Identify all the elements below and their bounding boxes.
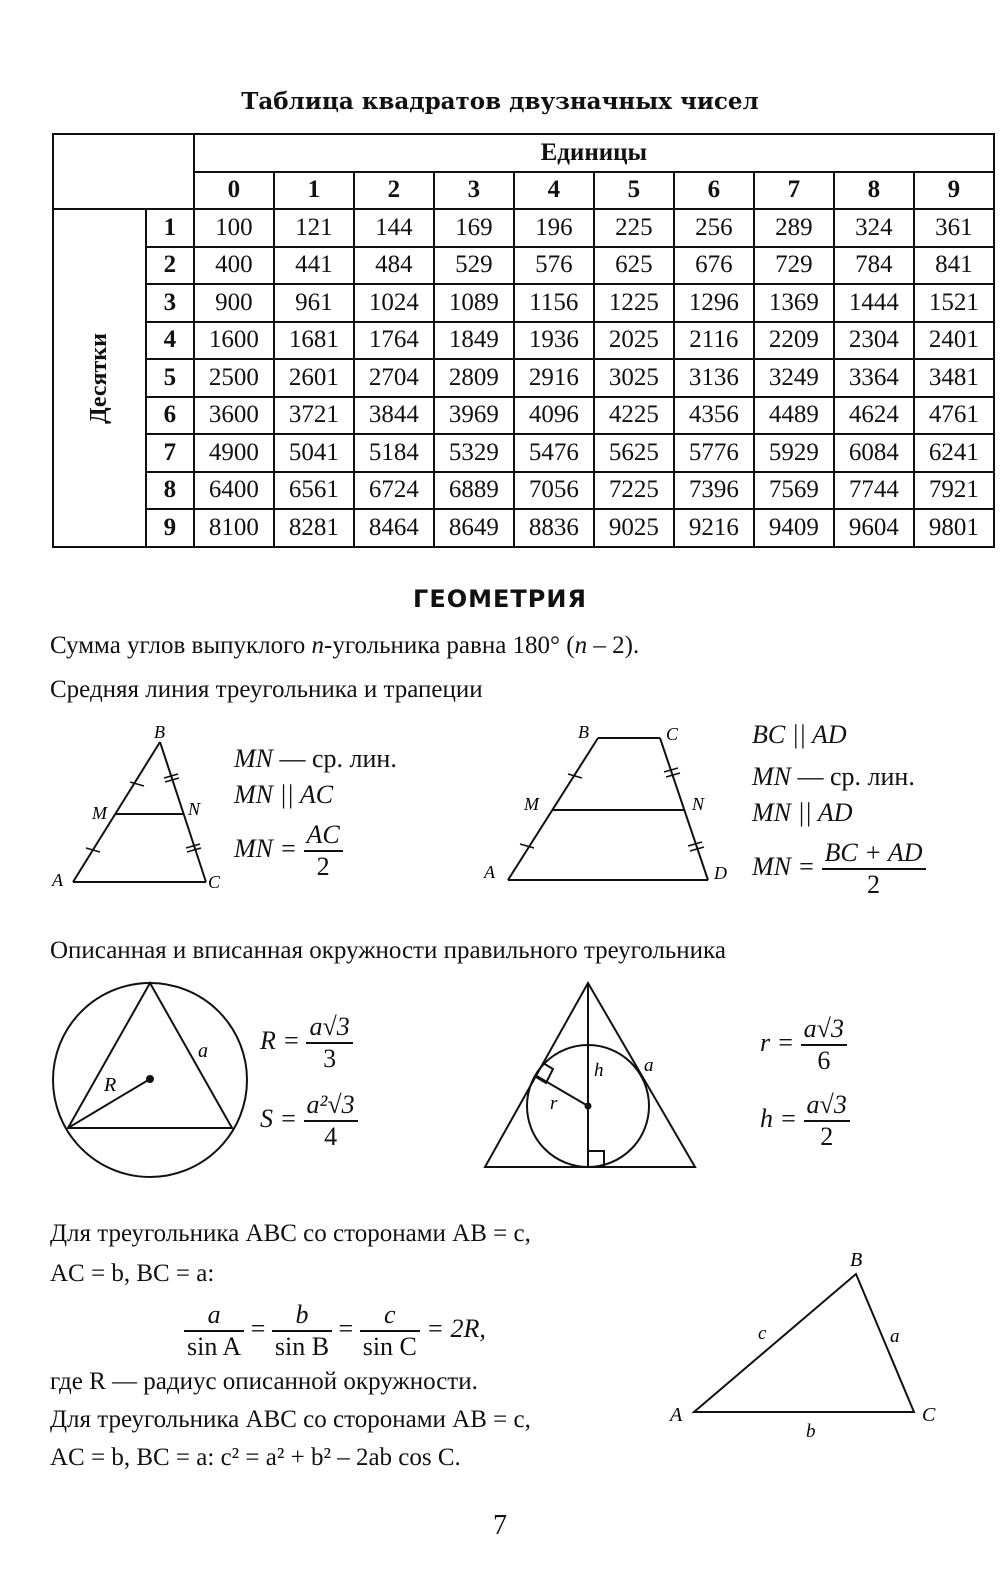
cosines-intro-1: Для треугольника ABC со сторонами AB = c, bbox=[50, 1406, 531, 1433]
table-cell: 676 bbox=[674, 247, 754, 285]
table-cell: 6084 bbox=[834, 434, 914, 472]
table-cell: 5184 bbox=[354, 434, 434, 472]
table-cell: 1521 bbox=[914, 284, 994, 322]
label-m: M bbox=[524, 794, 539, 814]
table-cell: 361 bbox=[914, 209, 994, 247]
table-cell: 289 bbox=[754, 209, 834, 247]
table-cell: 3364 bbox=[834, 359, 914, 397]
label-m: M bbox=[92, 803, 107, 823]
trap-bases-parallel: BC || AD bbox=[752, 720, 847, 749]
label-c: C bbox=[208, 872, 221, 892]
table-cell: 1849 bbox=[434, 322, 514, 360]
table-cell: 9409 bbox=[754, 509, 834, 547]
table-cell: 7569 bbox=[754, 472, 834, 510]
table-cell: 7921 bbox=[914, 472, 994, 510]
tens-row-header: 4 bbox=[146, 322, 194, 360]
table-cell: 2401 bbox=[914, 322, 994, 360]
triangle-midline-figure bbox=[48, 722, 238, 897]
label-a: a bbox=[198, 1040, 208, 1062]
tens-row-header: 1 bbox=[146, 209, 194, 247]
table-cell: 3844 bbox=[354, 397, 434, 435]
table-cell: 3481 bbox=[914, 359, 994, 397]
label-a: A bbox=[52, 870, 63, 890]
table-cell: 5776 bbox=[674, 434, 754, 472]
trap-midline-def: MN — ср. лин. bbox=[752, 762, 915, 791]
table-cell: 1444 bbox=[834, 284, 914, 322]
table-cell: 576 bbox=[514, 247, 594, 285]
law-of-sines-formula: $\frac{a}{\text{sin A}}$ = $\frac{b}{\text{sin B}}$ = $\frac{c}{\text{sin C}}$ = 2R, bbox=[184, 1300, 486, 1362]
label-b: B bbox=[154, 722, 165, 742]
table-cell: 7744 bbox=[834, 472, 914, 510]
table-cell: 1156 bbox=[514, 284, 594, 322]
table-row bbox=[53, 247, 994, 285]
tens-row-header: 7 bbox=[146, 434, 194, 472]
table-cell: 2209 bbox=[754, 322, 834, 360]
table-title: Таблица квадратов двузначных чисел bbox=[241, 88, 759, 115]
tens-row-header: 3 bbox=[146, 284, 194, 322]
table-cell: 7056 bbox=[514, 472, 594, 510]
table-cell: 8100 bbox=[194, 509, 274, 547]
geometry-heading: ГЕОМЕТРИЯ bbox=[413, 585, 587, 613]
page-number: 7 bbox=[493, 1510, 507, 1541]
table-cell: 196 bbox=[514, 209, 594, 247]
label-side-b: b bbox=[806, 1421, 816, 1442]
units-col-header: 6 bbox=[674, 172, 754, 210]
units-col-header: 0 bbox=[194, 172, 274, 210]
table-cell: 9025 bbox=[594, 509, 674, 547]
units-col-header: 7 bbox=[754, 172, 834, 210]
cosines-formula: AC = b, BC = a: c² = a² + b² – 2ab cos C. bbox=[50, 1444, 461, 1471]
table-cell: 7396 bbox=[674, 472, 754, 510]
tri-midline-formula: MN = $\frac{AC}{2}$ bbox=[234, 820, 343, 882]
units-col-header: 1 bbox=[274, 172, 354, 210]
table-cell: 1089 bbox=[434, 284, 514, 322]
height-formula: h = $\frac{a√3}{2}$ bbox=[760, 1090, 850, 1152]
label-c: C bbox=[666, 724, 679, 744]
label-n: N bbox=[692, 794, 705, 814]
table-cell: 2916 bbox=[514, 359, 594, 397]
table-cell: 9604 bbox=[834, 509, 914, 547]
sines-intro-1: Для треугольника ABC со сторонами AB = c, bbox=[50, 1220, 531, 1247]
table-cell: 4489 bbox=[754, 397, 834, 435]
label-a: A bbox=[670, 1404, 683, 1426]
table-cell: 225 bbox=[594, 209, 674, 247]
table-cell: 6400 bbox=[194, 472, 274, 510]
table-cell: 5476 bbox=[514, 434, 594, 472]
table-row bbox=[53, 359, 994, 397]
units-col-header: 5 bbox=[594, 172, 674, 210]
tens-header-label: Десятки bbox=[85, 332, 112, 424]
table-cell: 6724 bbox=[354, 472, 434, 510]
table-cell: 1296 bbox=[674, 284, 754, 322]
table-cell: 1024 bbox=[354, 284, 434, 322]
trap-midline-parallel: MN || AD bbox=[752, 798, 853, 827]
table-cell: 8836 bbox=[514, 509, 594, 547]
table-cell: 8649 bbox=[434, 509, 514, 547]
table-cell: 900 bbox=[194, 284, 274, 322]
table-cell: 4356 bbox=[674, 397, 754, 435]
label-r: r bbox=[550, 1093, 558, 1114]
tens-row-header: 9 bbox=[146, 509, 194, 547]
table-row bbox=[53, 209, 994, 247]
label-b: B bbox=[850, 1249, 863, 1271]
table-cell: 2500 bbox=[194, 359, 274, 397]
tens-row-header: 8 bbox=[146, 472, 194, 510]
table-cell: 5329 bbox=[434, 434, 514, 472]
table-cell: 841 bbox=[914, 247, 994, 285]
table-cell: 3969 bbox=[434, 397, 514, 435]
table-cell: 1936 bbox=[514, 322, 594, 360]
tens-row-header: 5 bbox=[146, 359, 194, 397]
tri-midline-parallel: MN || AC bbox=[234, 780, 334, 809]
table-cell: 3600 bbox=[194, 397, 274, 435]
label-a: A bbox=[484, 862, 495, 882]
tens-row-header: 2 bbox=[146, 247, 194, 285]
units-header: Единицы bbox=[194, 134, 994, 172]
table-cell: 484 bbox=[354, 247, 434, 285]
table-cell: 1600 bbox=[194, 322, 274, 360]
table-cell: 4624 bbox=[834, 397, 914, 435]
table-cell: 8281 bbox=[274, 509, 354, 547]
table-cell: 8464 bbox=[354, 509, 434, 547]
midline-title: Средняя линия треугольника и трапеции bbox=[50, 676, 483, 703]
label-a: a bbox=[644, 1055, 654, 1076]
table-cell: 2601 bbox=[274, 359, 354, 397]
table-cell: 729 bbox=[754, 247, 834, 285]
tens-row-header: 6 bbox=[146, 397, 194, 435]
units-col-header: 9 bbox=[914, 172, 994, 210]
table-cell: 5625 bbox=[594, 434, 674, 472]
table-cell: 3721 bbox=[274, 397, 354, 435]
table-cell: 144 bbox=[354, 209, 434, 247]
table-cell: 5929 bbox=[754, 434, 834, 472]
table-cell: 6241 bbox=[914, 434, 994, 472]
table-cell: 2704 bbox=[354, 359, 434, 397]
table-corner-cell bbox=[53, 134, 194, 209]
table-cell: 100 bbox=[194, 209, 274, 247]
table-row bbox=[53, 472, 994, 510]
label-d: D bbox=[714, 863, 727, 883]
squares-table bbox=[52, 133, 995, 548]
table-cell: 1681 bbox=[274, 322, 354, 360]
label-b: B bbox=[578, 722, 589, 742]
area-formula: S = $\frac{\text{a²√3}}{4}$ bbox=[260, 1090, 358, 1152]
table-cell: 4900 bbox=[194, 434, 274, 472]
table-row bbox=[53, 284, 994, 322]
table-row bbox=[53, 397, 994, 435]
circumscribed-circle-figure bbox=[50, 975, 255, 1185]
tens-header bbox=[53, 209, 146, 547]
circles-title: Описанная и вписанная окружности правильного треугольника bbox=[50, 937, 726, 964]
table-cell: 441 bbox=[274, 247, 354, 285]
table-cell: 5041 bbox=[274, 434, 354, 472]
table-cell: 3025 bbox=[594, 359, 674, 397]
table-cell: 2809 bbox=[434, 359, 514, 397]
inradius-formula: r = $\frac{a√3}{6}$ bbox=[760, 1014, 847, 1076]
table-cell: 2025 bbox=[594, 322, 674, 360]
table-cell: 3249 bbox=[754, 359, 834, 397]
table-cell: 1764 bbox=[354, 322, 434, 360]
units-col-header: 8 bbox=[834, 172, 914, 210]
inscribed-circle-figure bbox=[480, 975, 700, 1175]
table-cell: 2116 bbox=[674, 322, 754, 360]
label-side-a: a bbox=[890, 1326, 900, 1347]
units-col-header: 3 bbox=[434, 172, 514, 210]
polygon-angle-sum: Сумма углов выпуклого n-угольника равна 180° (n – 2). bbox=[50, 632, 640, 659]
label-c: C bbox=[922, 1404, 936, 1426]
table-cell: 400 bbox=[194, 247, 274, 285]
table-cell: 7225 bbox=[594, 472, 674, 510]
table-cell: 9801 bbox=[914, 509, 994, 547]
table-cell: 169 bbox=[434, 209, 514, 247]
table-cell: 529 bbox=[434, 247, 514, 285]
label-r: R bbox=[104, 1074, 117, 1096]
table-cell: 4096 bbox=[514, 397, 594, 435]
table-cell: 625 bbox=[594, 247, 674, 285]
table-cell: 121 bbox=[274, 209, 354, 247]
table-cell: 4761 bbox=[914, 397, 994, 435]
table-cell: 4225 bbox=[594, 397, 674, 435]
table-row bbox=[53, 509, 994, 547]
trapezoid-midline-figure bbox=[480, 722, 735, 897]
label-n: N bbox=[188, 799, 201, 819]
table-cell: 784 bbox=[834, 247, 914, 285]
trap-midline-formula: MN = $\frac{BC + AD}{2}$ bbox=[752, 838, 926, 900]
units-col-header: 4 bbox=[514, 172, 594, 210]
table-cell: 2304 bbox=[834, 322, 914, 360]
units-col-header: 2 bbox=[354, 172, 434, 210]
table-row bbox=[53, 434, 994, 472]
label-side-c: c bbox=[758, 1323, 767, 1344]
label-h: h bbox=[594, 1060, 604, 1081]
sines-intro-2: AC = b, BC = a: bbox=[50, 1260, 215, 1287]
circumradius-formula: R = $\frac{a√3}{3}$ bbox=[260, 1012, 353, 1074]
table-cell: 1225 bbox=[594, 284, 674, 322]
sines-note: где R — радиус описанной окружности. bbox=[50, 1368, 478, 1395]
table-cell: 256 bbox=[674, 209, 754, 247]
table-cell: 6889 bbox=[434, 472, 514, 510]
abc-triangle-figure bbox=[664, 1244, 954, 1444]
table-cell: 1369 bbox=[754, 284, 834, 322]
table-cell: 9216 bbox=[674, 509, 754, 547]
table-row bbox=[53, 322, 994, 360]
table-cell: 961 bbox=[274, 284, 354, 322]
table-cell: 324 bbox=[834, 209, 914, 247]
table-cell: 6561 bbox=[274, 472, 354, 510]
tri-midline-def: MN — ср. лин. bbox=[234, 744, 397, 773]
table-cell: 3136 bbox=[674, 359, 754, 397]
